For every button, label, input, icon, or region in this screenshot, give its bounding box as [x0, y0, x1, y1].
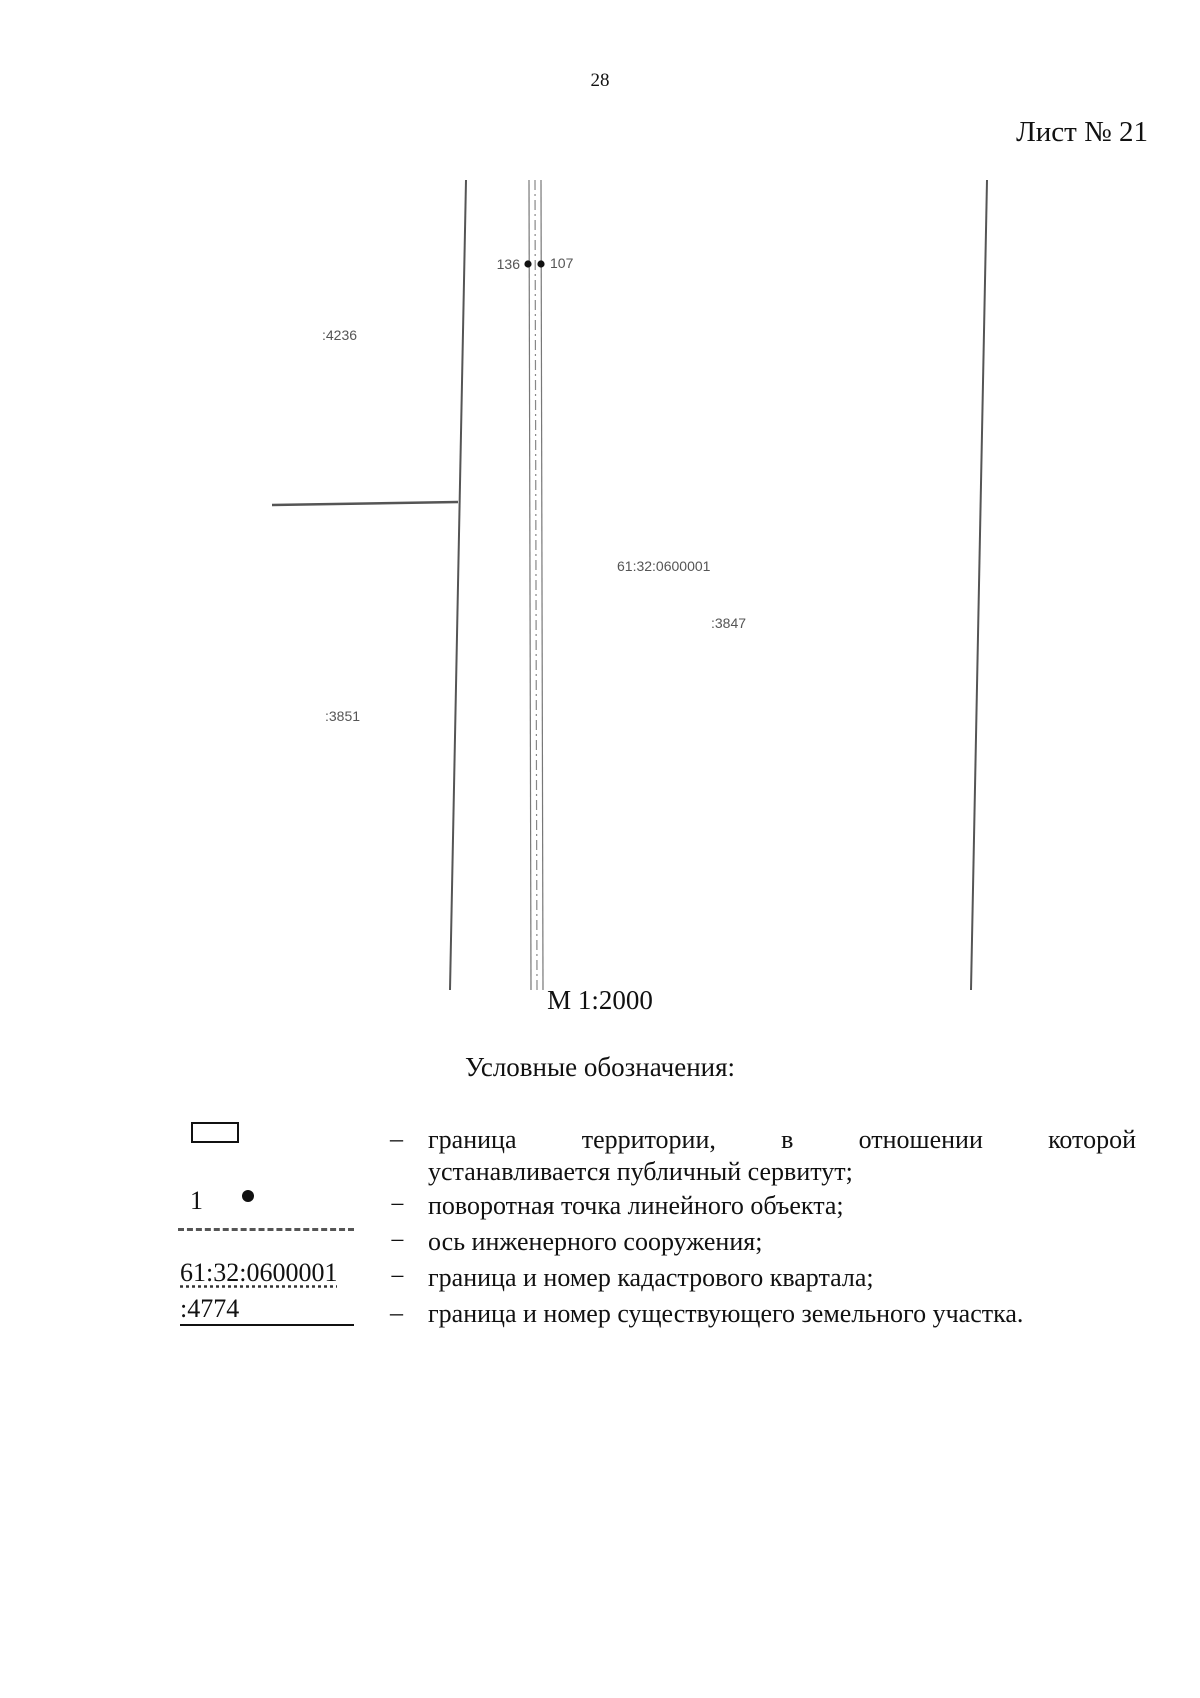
corridor-boundary-right [541, 180, 543, 990]
legend-dash: − [390, 1226, 405, 1255]
legend-symbol-point-dot [242, 1190, 254, 1202]
legend-item-territory-boundary [428, 1124, 1136, 1188]
legend-item-engineering-axis: ось инженерного сооружения; [428, 1227, 763, 1256]
cadastral-quarter-label: 61:32:0600001 [617, 558, 711, 574]
parcel-label-4236: :4236 [322, 327, 358, 343]
corridor-boundary-left [529, 180, 531, 990]
legend-dash: – [390, 1298, 403, 1327]
parcel-boundary-branch [272, 502, 458, 505]
turning-point-136 [524, 260, 531, 267]
legend-item-turning-point: поворотная точка линейного объекта; [428, 1191, 844, 1220]
legend-text-line: граница территории, в отношении которой [428, 1125, 1136, 1154]
turning-point-107 [537, 260, 544, 267]
parcel-label-3851: :3851 [325, 708, 361, 724]
parcel-boundary-right [971, 180, 987, 990]
sheet-label: Лист № 21 [1016, 116, 1148, 148]
legend-dash: – [390, 1124, 403, 1153]
legend-symbol-land-parcel: :4774 [180, 1294, 354, 1326]
point-label-107: 107 [550, 255, 574, 271]
map-scale: М 1:2000 [547, 985, 653, 1015]
page-number: 28 [590, 70, 610, 91]
engineering-axis [535, 180, 537, 990]
legend-symbol-boundary-rectangle [191, 1122, 239, 1143]
legend-symbol-point-number: 1 [190, 1186, 203, 1215]
legend-dash: − [390, 1190, 405, 1219]
parcel-boundary-left [450, 180, 466, 990]
legend-dash: − [390, 1262, 405, 1291]
parcel-label-3847: :3847 [711, 615, 747, 631]
legend-item-cadastral-quarter: граница и номер кадастрового квартала; [428, 1263, 874, 1292]
legend-item-land-parcel: граница и номер существующего земельного участка. [428, 1299, 1024, 1328]
legend-text-line: устанавливается публичный сервитут; [428, 1157, 853, 1186]
legend-symbol-cadastral-quarter: 61:32:0600001 [180, 1258, 338, 1287]
legend-title: Условные обозначения: [464, 1052, 736, 1082]
legend-symbol-axis-line [178, 1228, 354, 1231]
point-label-136: 136 [496, 256, 520, 272]
